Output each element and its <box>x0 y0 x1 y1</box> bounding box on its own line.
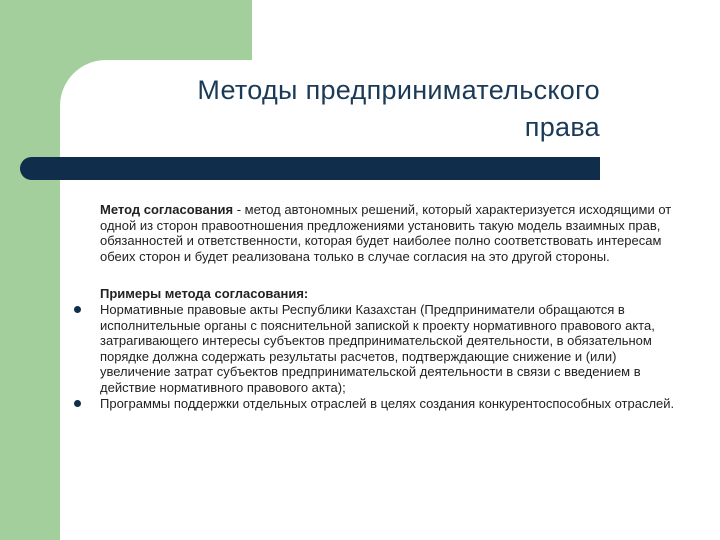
list-item <box>100 302 682 396</box>
title-line-1: Методы предпринимательского <box>197 75 600 105</box>
slide-title <box>80 72 600 146</box>
bullet-icon <box>74 306 81 313</box>
bullet-icon <box>74 400 81 407</box>
list-item-text: Нормативные правовые акты Республики Казахстан (Предприниматели обращаются в исполнительные органы с пояснительной запиской к проекту нормативного правового акта, затрагивающего интересы субъектов предпринимательской деятельности, в обязательном порядке должна содержать результаты расчетов, подтверждающие снижение и (или) увеличение затрат субъектов предпринимательской деятельности в связи с введением в действие нормативного правового акта); <box>100 301 655 395</box>
list-item-text: Программы поддержки отдельных отраслей в целях создания конкурентоспособных отраслей. <box>100 395 675 411</box>
list-item <box>100 396 682 412</box>
title-line-2: права <box>524 112 600 142</box>
title-underline-bar <box>20 157 600 180</box>
examples-heading: Примеры метода согласования: <box>100 286 309 302</box>
method-term: Метод согласования <box>100 202 234 217</box>
method-definition: - метод автономных решений, который характеризуется исходящими от одной из сторон правоотношения предложениями установить такую модель взаимных прав, обязанностей и ответственности, которая будет наиболее полно соответствовать интересам обеих сторон и будет реализована только в случае согласия на это другой стороны. <box>100 202 672 264</box>
slide-body <box>100 202 682 411</box>
decorative-green-strip <box>0 0 60 540</box>
method-definition-paragraph <box>100 202 682 264</box>
